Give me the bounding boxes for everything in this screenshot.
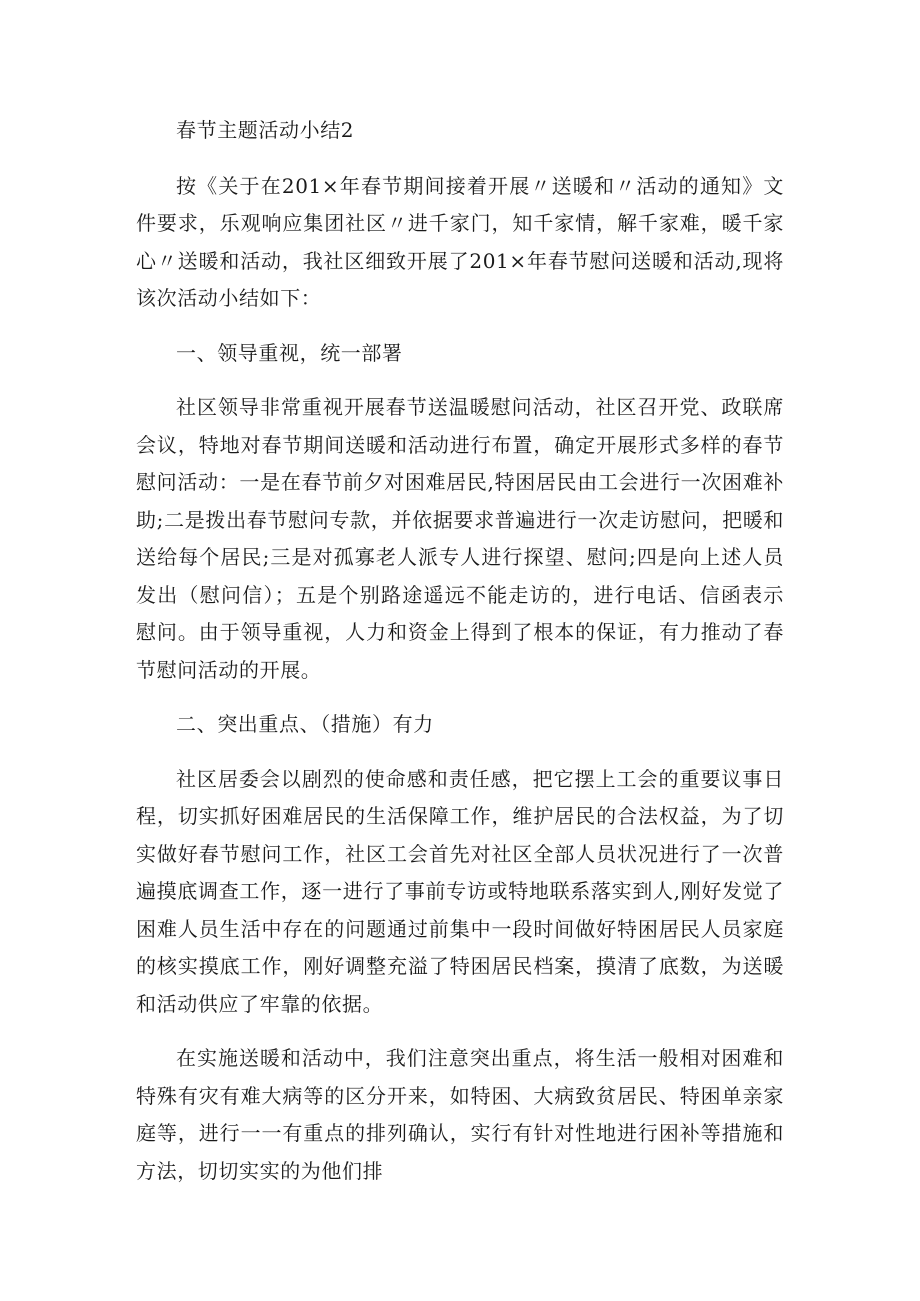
section-heading-1: 一、领导重视，统一部署 (176, 340, 403, 365)
section-heading-2: 二、突出重点、（措施）有力 (176, 712, 434, 736)
document-body (136, 112, 784, 1190)
intro-paragraph: 按《关于在201×年春节期间接着开展〃送暖和〃活动的通知》文件要求，乐观响应集团社区〃进千家门，知千家情，解千家难，暖千家心〃送暖和活动，我社区细致开展了201×年春节慰问送暖和活动,现将该次活动小结如下： (136, 173, 784, 310)
section-1-paragraph: 社区领导非常重视开展春节送温暖慰问活动，社区召开党、政联席会议，特地对春节期间送暖和活动进行布置，确定开展形式多样的春节慰问活动：一是在春节前夕对困难居民,特困居民由工会进行一次困难补助;二是拨出春节慰问专款，并依据要求普遍进行一次走访慰问，把暖和送给每个居民;三是对孤寡老人派专人进行探望、慰问;四是向上述人员发出（慰问信）；五是个别路途遥远不能走访的，进行电话、信函表示慰问。由于领导重视，人力和资金上得到了根本的保证，有力推动了春节慰问活动的开展。 (136, 395, 784, 682)
document-title: 春节主题活动小结2 (176, 118, 355, 142)
section-2-paragraph-1: 社区居委会以剧烈的使命感和责任感，把它摆上工会的重要议事日程，切实抓好困难居民的生活保障工作，维护居民的合法权益，为了切实做好春节慰问工作，社区工会首先对社区全部人员状况进行了一次普遍摸底调查工作，逐一进行了事前专访或特地联系落实到人,刚好发觉了困难人员生活中存在的问题通过前集中一段时间做好特困居民人员家庭的核实摸底工作，刚好调整充溢了特困居民档案，摸清了底数，为送暖和活动供应了牢靠的依据。 (136, 766, 784, 1016)
section-2-paragraph-2: 在实施送暖和活动中，我们注意突出重点，将生活一般相对困难和特殊有灾有难大病等的区分开来，如特困、大病致贫居民、特困单亲家庭等，进行一一有重点的排列确认，实行有针对性地进行困补等措施和方法，切切实实的为他们排 (136, 1046, 784, 1183)
